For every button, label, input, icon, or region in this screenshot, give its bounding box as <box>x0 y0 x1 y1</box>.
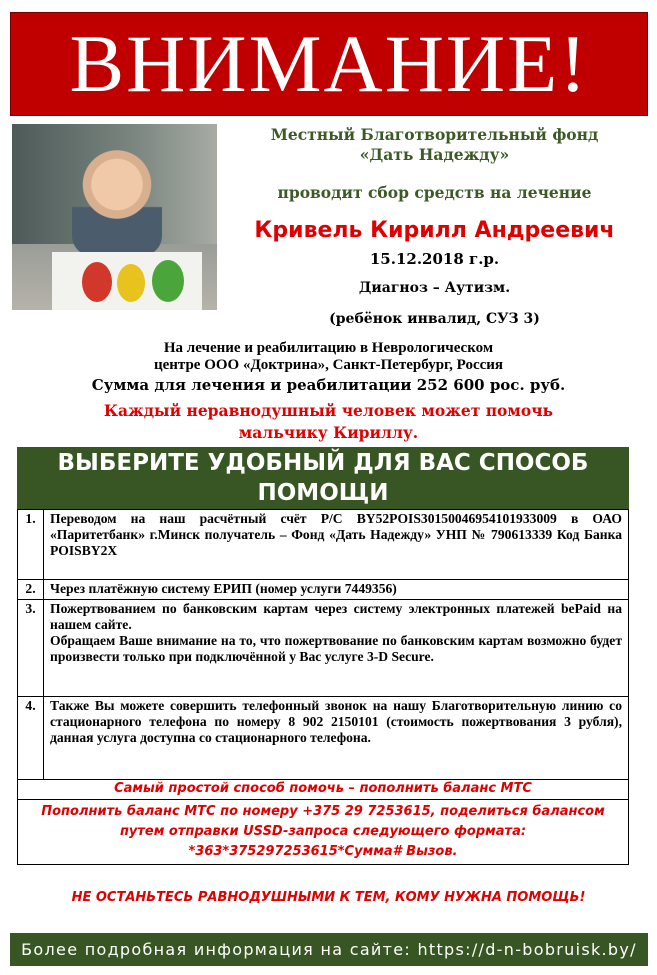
treatment-info <box>20 340 637 374</box>
appeal-text <box>15 400 642 444</box>
method-number: 2. <box>18 580 44 600</box>
method-text: Также Вы можете совершить телефонный звонок на нашу Благотворительную линию со стационарного телефона по номеру 8 902 2150101 (стоимость пожертвования 3 рубля), данная услуга доступна со стационарного телефона. <box>44 697 629 780</box>
mts-instructions: Пополнить баланс МТС по номеру +375 29 7253615, поделиться балансом путем отправки USSD-запроса следующего формата: *363*375297253615*Сумма# Вызов. <box>41 804 605 859</box>
help-methods-table <box>17 509 629 780</box>
appeal-line-1: Каждый неравнодушный человек может помочь <box>103 401 554 420</box>
birth-date: 15.12.2018 г.р. <box>369 250 500 268</box>
treatment-line-1: На лечение и реабилитацию в Неврологическом <box>163 340 494 356</box>
amount-text: Сумма для лечения и реабилитации 252 600 рос. руб. <box>91 376 566 394</box>
mts-headline: Самый простой способ помочь – пополнить баланс МТС <box>18 778 628 800</box>
help-methods-header <box>17 447 629 509</box>
table-row <box>18 600 629 697</box>
help-methods-title: ВЫБЕРИТЕ УДОБНЫЙ ДЛЯ ВАС СПОСОБ ПОМОЩИ <box>57 450 589 506</box>
website-link[interactable]: Более подробная информация на сайте: https://d-n-bobruisk.by/ <box>21 940 637 959</box>
method-number: 1. <box>18 510 44 580</box>
method-number: 4. <box>18 697 44 780</box>
diagnosis: Диагноз – Аутизм. <box>358 280 511 296</box>
treatment-line-2: центре ООО «Доктрина», Санкт-Петербург, Россия <box>153 357 504 373</box>
child-name: Кривель Кирилл Андреевич <box>254 218 615 243</box>
method-text: Пожертвованием по банковским картам через систему электронных платежей bePaid на нашем сайте. Обращаем Ваше внимание на то, что пожертвование по банковским картам возможно будет произвести только при подключённой у Вас услуге 3-D Secure. <box>44 600 629 697</box>
method-number: 3. <box>18 600 44 697</box>
fund-line-2: «Дать Надежду» <box>359 145 510 164</box>
collecting-text: проводит сбор средств на лечение <box>277 183 592 202</box>
mts-section <box>17 778 629 865</box>
attention-banner <box>10 12 648 116</box>
table-row <box>18 697 629 780</box>
table-row <box>18 580 629 600</box>
disability-status: (ребёнок инвалид, СУЗ 3) <box>329 311 540 327</box>
banner-title: ВНИМАНИЕ! <box>69 18 589 109</box>
fund-name <box>222 125 647 165</box>
method-text: Через платёжную систему ЕРИП (номер услуги 7449356) <box>44 580 629 600</box>
website-footer <box>10 933 648 966</box>
fund-line-1: Местный Благотворительный фонд <box>270 125 599 144</box>
closing-appeal: НЕ ОСТАНЬТЕСЬ РАВНОДУШНЫМИ К ТЕМ, КОМУ НУЖНА ПОМОЩЬ! <box>71 890 586 905</box>
table-row <box>18 510 629 580</box>
method-text: Переводом на наш расчётный счёт Р/С BY52POIS30150046954101933009 в ОАО «Паритетбанк» г.Минск получатель – Фонд «Дать Надежду» УНП № 790613339 Код Банка POISBY2X <box>44 510 629 580</box>
appeal-line-2: мальчику Кириллу. <box>238 423 419 442</box>
child-photo <box>12 124 217 310</box>
